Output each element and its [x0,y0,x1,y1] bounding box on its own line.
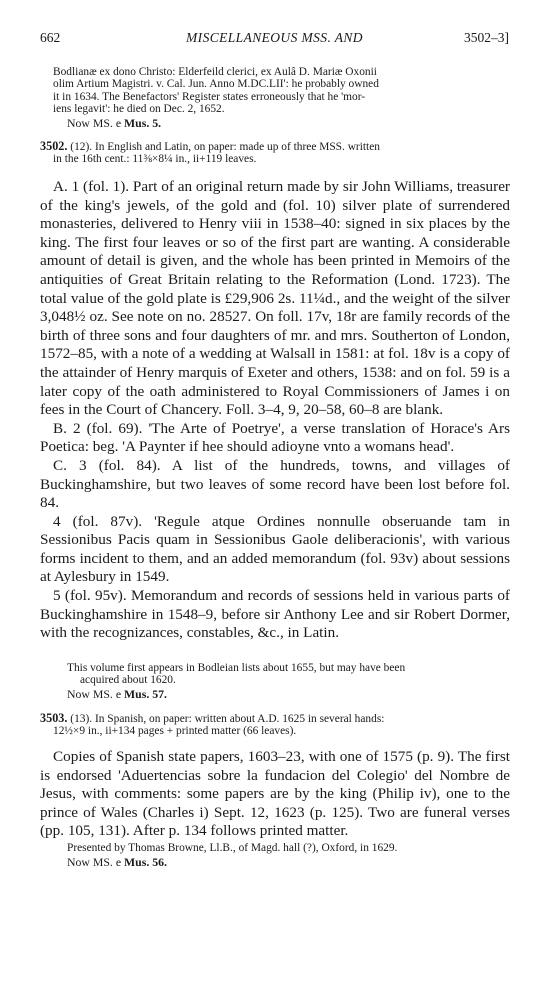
entry-heading-line: (13). In Spanish, on paper: written about A.D. 1625 in several hands: [70,713,385,725]
entry-range: 3502–3] [464,30,509,45]
entry-3503-heading [40,712,510,738]
prev-entry-line: olim Artium Magistri. v. Cal. Jun. Anno M.DC.LII': he probably owned [53,78,379,91]
entry-3502-heading [40,140,510,166]
note-line: This volume first appears in Bodleian lists about 1655, but may have been [67,662,406,674]
item-c3: C. 3 (fol. 84). A list of the hundreds, towns, and villages of Buckinghamshire, but two leaves of some record have been lost before fol. 84. [40,456,510,512]
item-1: Copies of Spanish state papers, 1603–23, with one of 1575 (p. 9). The first is endorsed 'Aduertencias sobre la fundacion del Colegio' del Nombre de Jesus, with comments: some papers are by the king (Philip iv), one to the prince of Wales (Charles i) Sept. 12, 1623 (p. 125). Two are funeral verses (pp. 105, 131). After p. 134 follows printed matter. [40,748,510,840]
item-4: 4 (fol. 87v). 'Regule atque Ordines nonnulle obseruande tam in Sessionibus Pacis quam in Sessionibus Gaole deliberacionis', with various forms incident to them, and an added memorandum (fol. 93v) about sessions at Aylesbury in 1549. [40,512,510,586]
item-5: 5 (fol. 95v). Memorandum and records of sessions held in various parts of Buckinghamshire in 1548–9, before sir Anthony Lee and sir Robert Dormer, with the recognizances, constables, &c., in Latin. [40,587,510,642]
entry-3502-shelfmark [40,688,537,701]
note-line: acquired about 1620. [80,674,176,687]
prev-entry-line: iens legavit': he died on Dec. 2, 1652. [53,102,225,115]
entry-3503-body [40,748,510,841]
prev-entry-provenance [40,66,523,115]
running-header [40,30,509,50]
entry-3502-body [40,178,510,643]
shelfmark-prefix: Now MS. e [67,687,122,701]
item-b2: B. 2 (fol. 69). 'The Arte of Poetrye', a verse translation of Horace's Ars Poetica: beg. 'A Paynter if hee should adioyne vnto a womans head'. [40,419,510,456]
entry-heading-line: in the 16th cent.: 11⅜×8¼ in., ii+119 leaves. [53,153,257,166]
prev-entry-line: it in 1634. The Benefactors' Register states erroneously that he 'mor- [53,90,366,103]
entry-3502-note [40,662,537,687]
note-line: Presented by Thomas Browne, Ll.B., of Magd. hall (?), Oxford, in 1629. [67,842,398,854]
entry-heading-line: (12). In English and Latin, on paper: made up of three MSS. written [70,141,380,153]
entry-3503-shelfmark [40,856,537,869]
prev-entry-shelfmark [40,117,537,130]
entry-number: 3503. [40,711,68,725]
shelfmark-bold: Mus. 5. [124,116,162,130]
shelfmark-bold: Mus. 57. [124,687,167,701]
running-title: MISCELLANEOUS MSS. AND [186,30,363,45]
entry-heading-line: 12½×9 in., ii+134 pages + printed matter (66 leaves). [53,725,297,738]
entry-3503-note [40,842,537,854]
page-number: 662 [40,30,61,45]
shelfmark-bold: Mus. 56. [124,855,167,869]
item-a1: A. 1 (fol. 1). Part of an original return made by sir John Williams, treasurer of the king's jewels, of the gold and (fol. 10) silver plate of surrendered monasteries, delivered to Henry viii in 1538–40: signed in six places by the king. The first four leaves or so of the first part are wanting. A considerable amount of detail is given, and the whole has been printed in Memoirs of the antiquities of Great Britain relating to the Reformation (Lond. 1723). The total value of the gold plate is £29,906 2s. 11¼d., and the weight of the silver 3,048½ oz. See note on no. 28527. On foll. 17v, 18r are family records of the birth of three sons and four daughters of mr. and mrs. Southerton of London, 1572–85, with a note of a wedding at Walsall in 1581: at fol. 18v is a copy of the attainder of Henry marquis of Exeter and others, 1538: and on fol. 59 is a later copy of the oath administered to Royal Commissioners of James i on fees in the Court of Chancery. Foll. 3–4, 9, 20–58, 60–8 are blank. [40,178,510,419]
prev-entry-line: Bodlianæ ex dono Christo: Elderfeild clerici, ex Aulâ D. Mariæ Oxonii [53,66,377,78]
shelfmark-prefix: Now MS. e [67,855,122,869]
shelfmark-prefix: Now MS. e [67,116,122,130]
entry-number: 3502. [40,139,68,153]
